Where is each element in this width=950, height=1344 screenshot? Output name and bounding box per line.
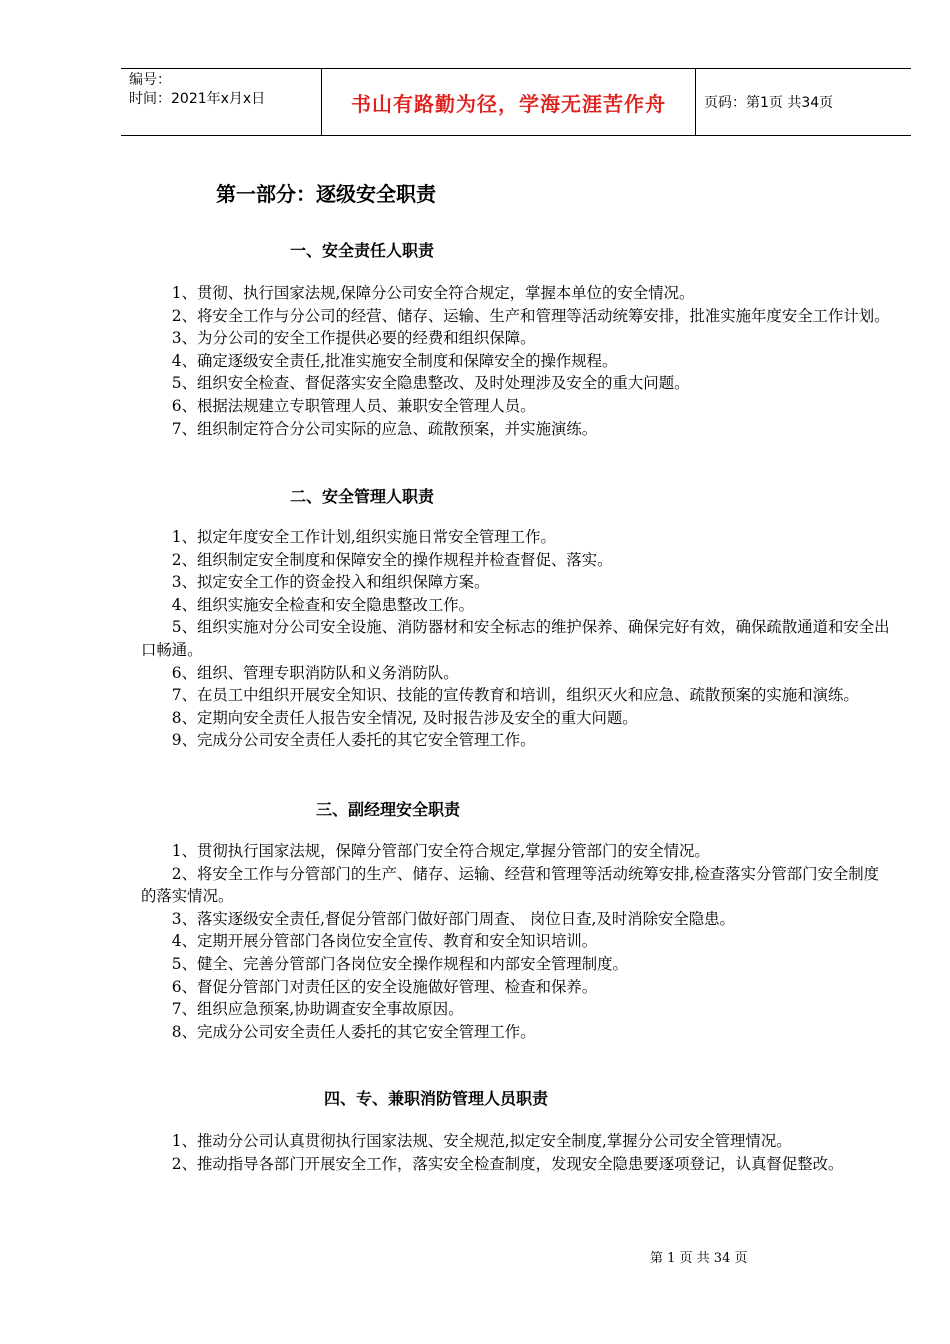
list-item: 4、组织实施安全检查和安全隐患整改工作。 <box>171 595 475 614</box>
page-header <box>121 68 911 136</box>
list-item: 6、组织、管理专职消防队和义务消防队。 <box>171 663 459 682</box>
list-item: 3、落实逐级安全责任,督促分管部门做好部门周查、 岗位日查,及时消除安全隐患。 <box>171 909 735 928</box>
list-item: 5、健全、完善分管部门各岗位安全操作规程和内部安全管理制度。 <box>171 954 628 973</box>
section-body-3 <box>141 840 891 1043</box>
section-title-3: 三、副经理安全职责 <box>316 800 461 819</box>
list-item: 1、拟定年度安全工作计划,组织实施日常安全管理工作。 <box>171 528 556 546</box>
list-item: 2、组织制定安全制度和保障安全的操作规程并检查督促、落实。 <box>171 550 613 569</box>
list-item: 2、将安全工作与分公司的经营、储存、运输、生产和管理等活动统筹安排，批准实施年度安全工作计划。 <box>171 306 890 325</box>
document-time-label: 时间：2021年x月x日 <box>129 91 266 107</box>
list-item: 4、确定逐级安全责任,批准实施安全制度和保障安全的操作规程。 <box>171 351 618 370</box>
list-item: 6、督促分管部门对责任区的安全设施做好管理、检查和保养。 <box>171 977 598 996</box>
section-title-1: 一、安全责任人职责 <box>290 241 435 260</box>
list-item: 8、定期向安全责任人报告安全情况, 及时报告涉及安全的重大问题。 <box>171 708 638 727</box>
list-item: 1、推动分公司认真贯彻执行国家法规、安全规范,拟定安全制度,掌握分公司安全管理情况。 <box>171 1132 792 1150</box>
list-item: 8、完成分公司安全责任人委托的其它安全管理工作。 <box>171 1022 536 1041</box>
list-item: 5、组织安全检查、督促落实安全隐患整改、及时处理涉及安全的重大问题。 <box>171 374 690 393</box>
list-item: 2、将安全工作与分管部门的生产、储存、运输、经营和管理等活动统筹安排,检查落实分管部门安全制度的落实情况。 <box>141 864 880 906</box>
part-title: 第一部分：逐级安全职责 <box>216 182 436 206</box>
list-item: 9、完成分公司安全责任人委托的其它安全管理工作。 <box>171 731 536 750</box>
list-item: 7、在员工中组织开展安全知识、技能的宣传教育和培训，组织灭火和应急、疏散预案的实施和演练。 <box>171 686 859 705</box>
list-item: 4、定期开展分管部门各岗位安全宣传、教育和安全知识培训。 <box>171 932 598 951</box>
list-item: 7、组织制定符合分公司实际的应急、疏散预案，并实施演练。 <box>171 419 598 438</box>
header-meta <box>121 69 322 135</box>
document-number-label: 编号： <box>129 72 171 88</box>
list-item: 2、推动指导各部门开展安全工作，落实安全检查制度，发现安全隐患要逐项登记，认真督促整改。 <box>171 1154 844 1173</box>
section-title-2: 二、安全管理人职责 <box>290 487 435 506</box>
list-item: 5、组织实施对分公司安全设施、消防器材和安全标志的维护保养、确保完好有效，确保疏散通道和安全出口畅通。 <box>141 618 890 659</box>
list-item: 1、贯彻执行国家法规，保障分管部门安全符合规定,掌握分管部门的安全情况。 <box>171 842 710 860</box>
section-body-1 <box>141 282 891 440</box>
section-body-2 <box>141 526 891 752</box>
list-item: 3、为分公司的安全工作提供必要的经费和组织保障。 <box>171 329 536 348</box>
header-motto: 书山有路勤为径，学海无涯苦作舟 <box>322 69 696 135</box>
list-item: 3、拟定安全工作的资金投入和组织保障方案。 <box>171 573 490 592</box>
list-item: 6、根据法规建立专职管理人员、兼职安全管理人员。 <box>171 396 536 415</box>
section-title-4: 四、专、兼职消防管理人员职责 <box>324 1089 549 1108</box>
section-body-4 <box>141 1130 891 1175</box>
list-item: 1、贯彻、执行国家法规,保障分公司安全符合规定，掌握本单位的安全情况。 <box>171 284 695 302</box>
page-footer: 第 1 页 共 34 页 <box>650 1251 748 1266</box>
list-item: 7、组织应急预案,协助调查安全事故原因。 <box>171 1000 464 1019</box>
header-page-number: 页码：第1页 共34页 <box>704 95 834 111</box>
